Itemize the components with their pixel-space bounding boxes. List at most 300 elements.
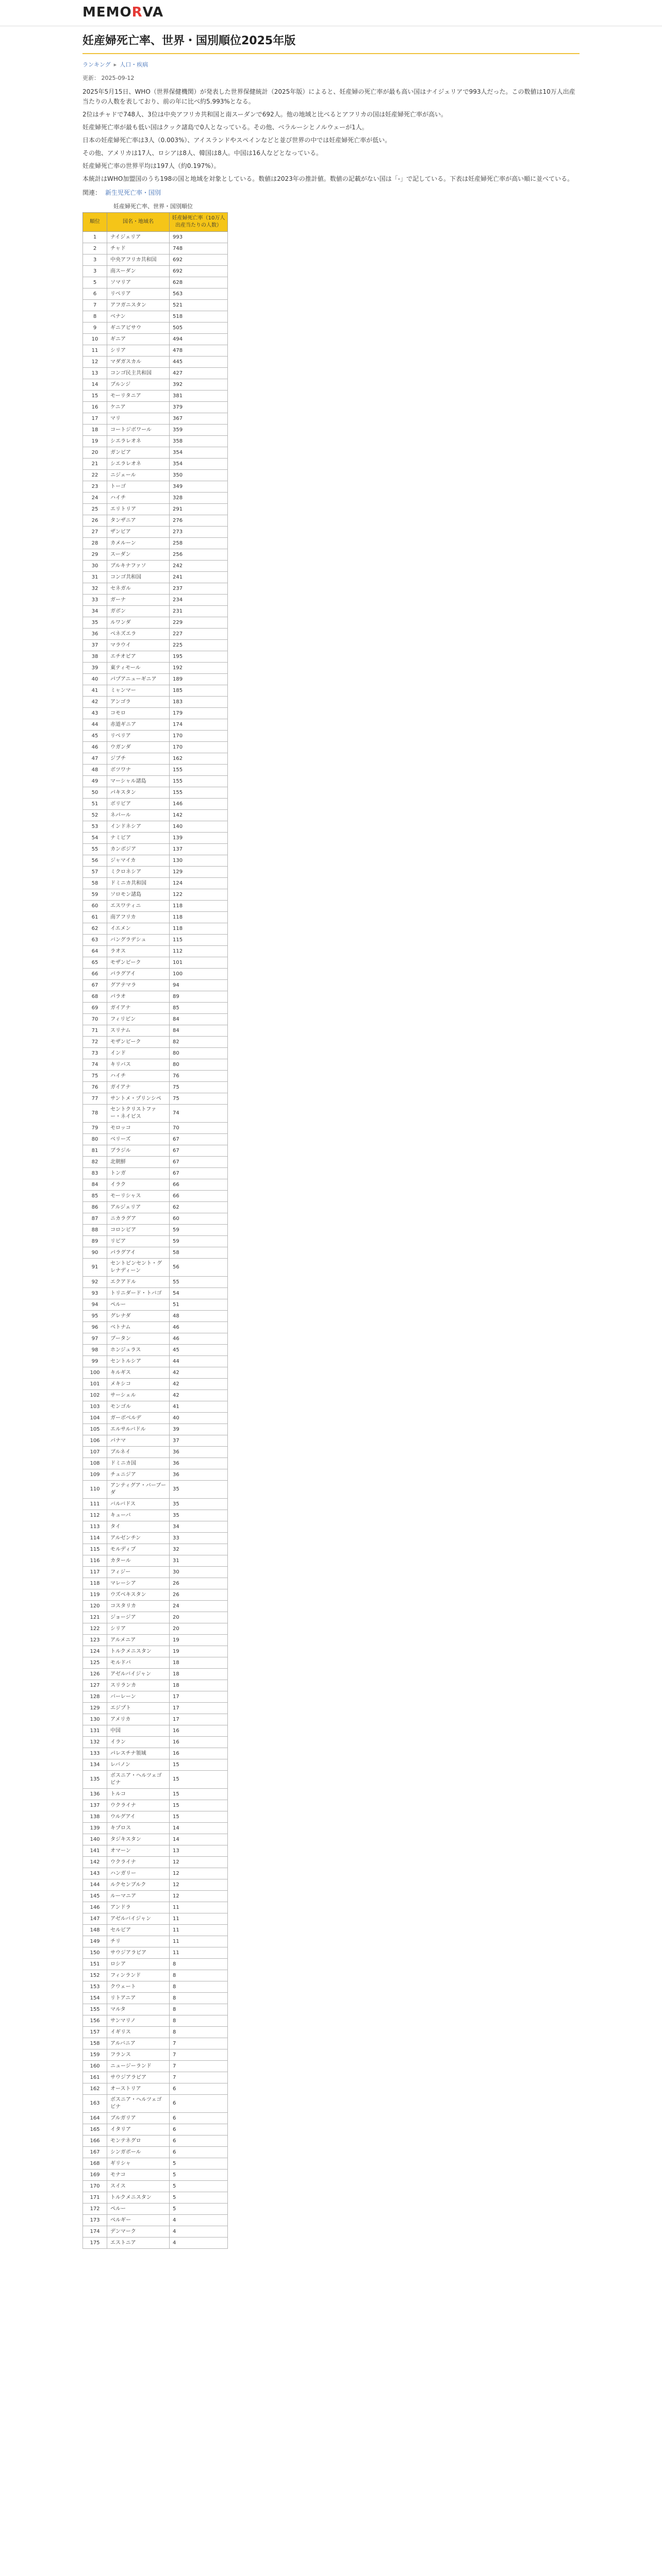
rank-cell: 135 bbox=[83, 1771, 107, 1789]
rank-cell: 99 bbox=[83, 1356, 107, 1367]
rank-cell: 52 bbox=[83, 810, 107, 821]
country-cell: マラウイ bbox=[107, 640, 170, 651]
rate-cell: 17 bbox=[170, 1714, 228, 1725]
rate-cell: 227 bbox=[170, 629, 228, 640]
rank-cell: 166 bbox=[83, 2136, 107, 2147]
rank-cell: 63 bbox=[83, 935, 107, 946]
table-row bbox=[83, 1247, 228, 1259]
rank-cell: 167 bbox=[83, 2147, 107, 2158]
country-cell: グアテマラ bbox=[107, 980, 170, 991]
rank-cell: 108 bbox=[83, 1458, 107, 1469]
country-cell: ミクロネシア bbox=[107, 867, 170, 878]
country-cell: アルジェリア bbox=[107, 1202, 170, 1213]
rank-cell: 127 bbox=[83, 1680, 107, 1691]
rank-cell: 14 bbox=[83, 379, 107, 391]
country-cell: ギニア bbox=[107, 334, 170, 345]
rank-cell: 54 bbox=[83, 833, 107, 844]
table-row bbox=[83, 1868, 228, 1879]
rate-cell: 155 bbox=[170, 787, 228, 799]
country-cell: キリバス bbox=[107, 1059, 170, 1071]
country-cell: 南スーダン bbox=[107, 266, 170, 277]
country-cell: キルギス bbox=[107, 1367, 170, 1379]
rate-cell: 5 bbox=[170, 2158, 228, 2170]
rate-cell: 12 bbox=[170, 1857, 228, 1868]
rate-cell: 54 bbox=[170, 1288, 228, 1299]
rate-cell: 14 bbox=[170, 1823, 228, 1834]
table-row bbox=[83, 663, 228, 674]
rate-cell: 7 bbox=[170, 2049, 228, 2061]
country-cell: バーレーン bbox=[107, 1691, 170, 1703]
country-cell: 赤道ギニア bbox=[107, 719, 170, 731]
table-row bbox=[83, 2095, 228, 2113]
rank-cell: 85 bbox=[83, 1191, 107, 1202]
table-row bbox=[83, 1236, 228, 1247]
rank-cell: 21 bbox=[83, 459, 107, 470]
rate-cell: 195 bbox=[170, 651, 228, 663]
table-row bbox=[83, 1447, 228, 1458]
table-row bbox=[83, 402, 228, 413]
country-cell: グレナダ bbox=[107, 1311, 170, 1322]
rate-cell: 237 bbox=[170, 583, 228, 595]
rank-cell: 102 bbox=[83, 1390, 107, 1401]
country-cell: エルサルバドル bbox=[107, 1424, 170, 1435]
rate-cell: 4 bbox=[170, 2215, 228, 2226]
rate-cell: 37 bbox=[170, 1435, 228, 1447]
rank-cell: 34 bbox=[83, 606, 107, 617]
rate-cell: 129 bbox=[170, 867, 228, 878]
table-row bbox=[83, 1589, 228, 1601]
rate-cell: 505 bbox=[170, 323, 228, 334]
rank-cell: 26 bbox=[83, 515, 107, 527]
rank-cell: 165 bbox=[83, 2124, 107, 2136]
rank-cell: 3 bbox=[83, 266, 107, 277]
rank-cell: 160 bbox=[83, 2061, 107, 2072]
rank-cell: 61 bbox=[83, 912, 107, 923]
country-cell: エリトリア bbox=[107, 504, 170, 515]
rank-cell: 90 bbox=[83, 1247, 107, 1259]
rank-cell: 123 bbox=[83, 1635, 107, 1646]
country-cell: ガボン bbox=[107, 606, 170, 617]
rate-cell: 13 bbox=[170, 1845, 228, 1857]
table-row bbox=[83, 2113, 228, 2124]
rate-cell: 170 bbox=[170, 731, 228, 742]
rank-cell: 168 bbox=[83, 2158, 107, 2170]
rate-cell: 155 bbox=[170, 765, 228, 776]
rank-cell: 76 bbox=[83, 1082, 107, 1093]
country-cell: セントルシア bbox=[107, 1356, 170, 1367]
rate-cell: 35 bbox=[170, 1499, 228, 1510]
rate-cell: 8 bbox=[170, 1959, 228, 1970]
rate-cell: 225 bbox=[170, 640, 228, 651]
table-row bbox=[83, 1082, 228, 1093]
rate-cell: 80 bbox=[170, 1059, 228, 1071]
table-row bbox=[83, 1714, 228, 1725]
table-row bbox=[83, 232, 228, 243]
country-cell: ベルギー bbox=[107, 2215, 170, 2226]
rank-cell: 64 bbox=[83, 946, 107, 957]
table-row bbox=[83, 1879, 228, 1891]
rate-cell: 6 bbox=[170, 2147, 228, 2158]
rate-cell: 59 bbox=[170, 1236, 228, 1247]
rank-cell: 120 bbox=[83, 1601, 107, 1612]
country-cell: サントメ・プリンシペ bbox=[107, 1093, 170, 1105]
rate-cell: 122 bbox=[170, 889, 228, 901]
rank-cell: 103 bbox=[83, 1401, 107, 1413]
rate-cell: 19 bbox=[170, 1646, 228, 1657]
rank-cell: 23 bbox=[83, 481, 107, 493]
table-row bbox=[83, 2061, 228, 2072]
country-cell: マリ bbox=[107, 413, 170, 425]
rank-cell: 13 bbox=[83, 368, 107, 379]
table-row bbox=[83, 357, 228, 368]
table-row bbox=[83, 957, 228, 969]
rate-cell: 59 bbox=[170, 1225, 228, 1236]
country-cell: パプアニューギニア bbox=[107, 674, 170, 685]
rate-cell: 58 bbox=[170, 1247, 228, 1259]
rank-cell: 22 bbox=[83, 470, 107, 481]
rate-cell: 11 bbox=[170, 1936, 228, 1947]
rate-cell: 85 bbox=[170, 1003, 228, 1014]
table-row bbox=[83, 1533, 228, 1544]
rate-cell: 101 bbox=[170, 957, 228, 969]
table-row bbox=[83, 493, 228, 504]
table-row bbox=[83, 413, 228, 425]
rate-cell: 80 bbox=[170, 1048, 228, 1059]
table-row bbox=[83, 901, 228, 912]
rate-cell: 359 bbox=[170, 425, 228, 436]
rank-cell: 56 bbox=[83, 855, 107, 867]
table-row bbox=[83, 515, 228, 527]
rate-cell: 192 bbox=[170, 663, 228, 674]
rank-cell: 145 bbox=[83, 1891, 107, 1902]
rank-cell: 96 bbox=[83, 1322, 107, 1333]
country-cell: ドミニカ国 bbox=[107, 1458, 170, 1469]
rank-cell: 62 bbox=[83, 923, 107, 935]
country-cell: ベナン bbox=[107, 311, 170, 323]
table-row bbox=[83, 561, 228, 572]
rank-cell: 68 bbox=[83, 991, 107, 1003]
country-cell: フランス bbox=[107, 2049, 170, 2061]
table-row bbox=[83, 470, 228, 481]
rate-cell: 518 bbox=[170, 311, 228, 323]
rate-cell: 140 bbox=[170, 821, 228, 833]
rate-cell: 692 bbox=[170, 266, 228, 277]
rank-cell: 57 bbox=[83, 867, 107, 878]
country-cell: トルクメニスタン bbox=[107, 2192, 170, 2204]
country-cell: ソロモン諸島 bbox=[107, 889, 170, 901]
rate-cell: 118 bbox=[170, 912, 228, 923]
rank-cell: 18 bbox=[83, 425, 107, 436]
table-row bbox=[83, 1913, 228, 1925]
table-row bbox=[83, 1680, 228, 1691]
rank-cell: 88 bbox=[83, 1225, 107, 1236]
table-row bbox=[83, 1891, 228, 1902]
country-cell: ブータン bbox=[107, 1333, 170, 1345]
rate-cell: 174 bbox=[170, 719, 228, 731]
table-row bbox=[83, 912, 228, 923]
rate-cell: 349 bbox=[170, 481, 228, 493]
country-cell: マーシャル諸島 bbox=[107, 776, 170, 787]
country-cell: ガーナ bbox=[107, 595, 170, 606]
table-row bbox=[83, 1902, 228, 1913]
country-cell: アゼルバイジャン bbox=[107, 1913, 170, 1925]
rank-cell: 87 bbox=[83, 1213, 107, 1225]
table-row bbox=[83, 425, 228, 436]
country-cell: モナコ bbox=[107, 2170, 170, 2181]
rank-cell: 137 bbox=[83, 1800, 107, 1811]
rate-cell: 39 bbox=[170, 1424, 228, 1435]
country-cell: タジキスタン bbox=[107, 1834, 170, 1845]
rank-cell: 94 bbox=[83, 1299, 107, 1311]
rate-cell: 6 bbox=[170, 2124, 228, 2136]
table-row bbox=[83, 708, 228, 719]
rate-cell: 118 bbox=[170, 901, 228, 912]
rank-cell: 175 bbox=[83, 2238, 107, 2249]
table-row bbox=[83, 1435, 228, 1447]
table-row bbox=[83, 1771, 228, 1789]
country-cell: ガイアナ bbox=[107, 1003, 170, 1014]
rate-cell: 11 bbox=[170, 1947, 228, 1959]
rate-cell: 66 bbox=[170, 1191, 228, 1202]
updated-date: 更新： 2025-09-12 bbox=[82, 75, 135, 81]
rate-cell: 46 bbox=[170, 1322, 228, 1333]
rate-cell: 8 bbox=[170, 2004, 228, 2015]
country-cell: バングラデシュ bbox=[107, 935, 170, 946]
country-cell: リベリア bbox=[107, 289, 170, 300]
country-cell: モンテネグロ bbox=[107, 2136, 170, 2147]
country-cell: アフガニスタン bbox=[107, 300, 170, 311]
country-cell: ラオス bbox=[107, 946, 170, 957]
table-row bbox=[83, 1037, 228, 1048]
rank-cell: 154 bbox=[83, 1993, 107, 2004]
related-link-neonatal[interactable]: 新生児死亡率・国別 bbox=[105, 189, 161, 196]
rank-cell: 98 bbox=[83, 1345, 107, 1356]
table-row bbox=[83, 1737, 228, 1748]
table-row bbox=[83, 991, 228, 1003]
country-cell: ジョージア bbox=[107, 1612, 170, 1623]
table-row bbox=[83, 1499, 228, 1510]
table-row bbox=[83, 753, 228, 765]
rank-cell: 19 bbox=[83, 436, 107, 447]
country-cell: ジャマイカ bbox=[107, 855, 170, 867]
table-row bbox=[83, 935, 228, 946]
rate-cell: 84 bbox=[170, 1014, 228, 1025]
table-row bbox=[83, 1093, 228, 1105]
country-cell: デンマーク bbox=[107, 2226, 170, 2238]
logo-post: VA bbox=[142, 5, 164, 20]
table-row bbox=[83, 1521, 228, 1533]
rank-cell: 129 bbox=[83, 1703, 107, 1714]
rank-cell: 124 bbox=[83, 1646, 107, 1657]
rate-cell: 75 bbox=[170, 1093, 228, 1105]
rate-cell: 521 bbox=[170, 300, 228, 311]
table-row bbox=[83, 1367, 228, 1379]
rate-cell: 20 bbox=[170, 1612, 228, 1623]
breadcrumb-category[interactable]: 人口・疾病 bbox=[120, 61, 148, 68]
table-row bbox=[83, 243, 228, 255]
table-row bbox=[83, 2136, 228, 2147]
rank-cell: 41 bbox=[83, 685, 107, 697]
rate-cell: 183 bbox=[170, 697, 228, 708]
rate-cell: 55 bbox=[170, 1277, 228, 1288]
table-row bbox=[83, 1601, 228, 1612]
country-cell: サンマリノ bbox=[107, 2015, 170, 2027]
rank-cell: 1 bbox=[83, 232, 107, 243]
rank-cell: 125 bbox=[83, 1657, 107, 1669]
table-row bbox=[83, 1048, 228, 1059]
country-cell: コロンビア bbox=[107, 1225, 170, 1236]
rate-cell: 478 bbox=[170, 345, 228, 357]
rank-cell: 171 bbox=[83, 2192, 107, 2204]
rate-cell: 17 bbox=[170, 1703, 228, 1714]
rate-cell: 7 bbox=[170, 2061, 228, 2072]
table-row bbox=[83, 481, 228, 493]
rate-cell: 18 bbox=[170, 1669, 228, 1680]
rate-cell: 67 bbox=[170, 1145, 228, 1157]
country-cell: ルワンダ bbox=[107, 617, 170, 629]
rank-cell: 113 bbox=[83, 1521, 107, 1533]
rate-cell: 139 bbox=[170, 833, 228, 844]
rank-cell: 130 bbox=[83, 1714, 107, 1725]
logo-accent: R bbox=[131, 5, 143, 20]
rank-cell: 121 bbox=[83, 1612, 107, 1623]
site-logo[interactable] bbox=[82, 5, 163, 20]
rank-cell: 86 bbox=[83, 1202, 107, 1213]
country-cell: シリア bbox=[107, 1623, 170, 1635]
rank-cell: 95 bbox=[83, 1311, 107, 1322]
paragraph: 2位はチャドで748人、3位は中央アフリカ共和国と南スーダンで692人。他の地域と比べるとアフリカの国は妊産婦死亡率が高い。 bbox=[82, 111, 448, 118]
table-row bbox=[83, 1510, 228, 1521]
table-row bbox=[83, 1759, 228, 1771]
rank-cell: 51 bbox=[83, 799, 107, 810]
table-row bbox=[83, 1657, 228, 1669]
rank-cell: 9 bbox=[83, 323, 107, 334]
breadcrumb-ranking[interactable]: ランキング bbox=[82, 61, 111, 68]
rank-cell: 17 bbox=[83, 413, 107, 425]
rate-cell: 33 bbox=[170, 1533, 228, 1544]
table-row bbox=[83, 379, 228, 391]
country-cell: チュニジア bbox=[107, 1469, 170, 1481]
header-country: 国名・地域名 bbox=[107, 213, 170, 232]
rate-cell: 8 bbox=[170, 1970, 228, 1981]
rate-cell: 392 bbox=[170, 379, 228, 391]
rate-cell: 124 bbox=[170, 878, 228, 889]
table-row bbox=[83, 1555, 228, 1567]
table-row bbox=[83, 1845, 228, 1857]
rate-cell: 60 bbox=[170, 1213, 228, 1225]
country-cell: 東ティモール bbox=[107, 663, 170, 674]
rate-cell: 35 bbox=[170, 1481, 228, 1499]
rate-cell: 26 bbox=[170, 1578, 228, 1589]
rate-cell: 12 bbox=[170, 1879, 228, 1891]
table-row bbox=[83, 1981, 228, 1993]
rank-cell: 39 bbox=[83, 663, 107, 674]
rank-cell: 109 bbox=[83, 1469, 107, 1481]
country-cell: アルメニア bbox=[107, 1635, 170, 1646]
country-cell: エストニア bbox=[107, 2238, 170, 2249]
rank-cell: 11 bbox=[83, 345, 107, 357]
table-row bbox=[83, 1424, 228, 1435]
table-row bbox=[83, 685, 228, 697]
country-cell: トーゴ bbox=[107, 481, 170, 493]
country-cell: ボツワナ bbox=[107, 765, 170, 776]
page-title: 妊産婦死亡率、世界・国別順位2025年版 bbox=[82, 32, 580, 54]
rank-cell: 43 bbox=[83, 708, 107, 719]
table-row bbox=[83, 1191, 228, 1202]
table-row bbox=[83, 1311, 228, 1322]
rate-cell: 51 bbox=[170, 1299, 228, 1311]
table-row bbox=[83, 776, 228, 787]
country-cell: コンゴ共和国 bbox=[107, 572, 170, 583]
table-row bbox=[83, 1800, 228, 1811]
table-row bbox=[83, 1134, 228, 1145]
country-cell: サーシェル bbox=[107, 1390, 170, 1401]
table-row bbox=[83, 1834, 228, 1845]
country-cell: ホンジュラス bbox=[107, 1345, 170, 1356]
rate-cell: 130 bbox=[170, 855, 228, 867]
country-cell: アゼルバイジャン bbox=[107, 1669, 170, 1680]
rate-cell: 6 bbox=[170, 2095, 228, 2113]
table-row bbox=[83, 889, 228, 901]
table-row bbox=[83, 1857, 228, 1868]
rank-cell: 119 bbox=[83, 1589, 107, 1601]
country-cell: コスタリカ bbox=[107, 1601, 170, 1612]
rate-cell: 16 bbox=[170, 1725, 228, 1737]
table-row bbox=[83, 2192, 228, 2204]
country-cell: リベリア bbox=[107, 731, 170, 742]
rate-cell: 89 bbox=[170, 991, 228, 1003]
table-row bbox=[83, 1105, 228, 1123]
country-cell: ナミビア bbox=[107, 833, 170, 844]
table-row bbox=[83, 1623, 228, 1635]
country-cell: ロシア bbox=[107, 1959, 170, 1970]
table-row bbox=[83, 810, 228, 821]
related-links bbox=[82, 188, 580, 197]
table-row bbox=[83, 1413, 228, 1424]
rank-cell: 65 bbox=[83, 957, 107, 969]
rank-cell: 84 bbox=[83, 1179, 107, 1191]
table-row bbox=[83, 844, 228, 855]
rank-cell: 105 bbox=[83, 1424, 107, 1435]
table-row bbox=[83, 1071, 228, 1082]
country-cell: モロッコ bbox=[107, 1123, 170, 1134]
table-row bbox=[83, 549, 228, 561]
rate-cell: 15 bbox=[170, 1759, 228, 1771]
country-cell: モザンビーク bbox=[107, 957, 170, 969]
rank-cell: 27 bbox=[83, 527, 107, 538]
rate-cell: 82 bbox=[170, 1037, 228, 1048]
rate-cell: 20 bbox=[170, 1623, 228, 1635]
rank-cell: 44 bbox=[83, 719, 107, 731]
country-cell: パラオ bbox=[107, 991, 170, 1003]
country-cell: ルクセンブルク bbox=[107, 1879, 170, 1891]
rate-cell: 12 bbox=[170, 1868, 228, 1879]
country-cell: ボスニア・ヘルツェゴビナ bbox=[107, 1771, 170, 1789]
table-row bbox=[83, 1259, 228, 1277]
table-row bbox=[83, 583, 228, 595]
ranking-table-section bbox=[82, 202, 580, 2249]
table-row bbox=[83, 765, 228, 776]
rank-cell: 81 bbox=[83, 1145, 107, 1157]
rank-cell: 107 bbox=[83, 1447, 107, 1458]
table-row bbox=[83, 1544, 228, 1555]
table-row bbox=[83, 1691, 228, 1703]
table-row bbox=[83, 1458, 228, 1469]
rate-cell: 36 bbox=[170, 1458, 228, 1469]
table-row bbox=[83, 1401, 228, 1413]
rate-cell: 8 bbox=[170, 2027, 228, 2038]
rank-cell: 126 bbox=[83, 1669, 107, 1680]
